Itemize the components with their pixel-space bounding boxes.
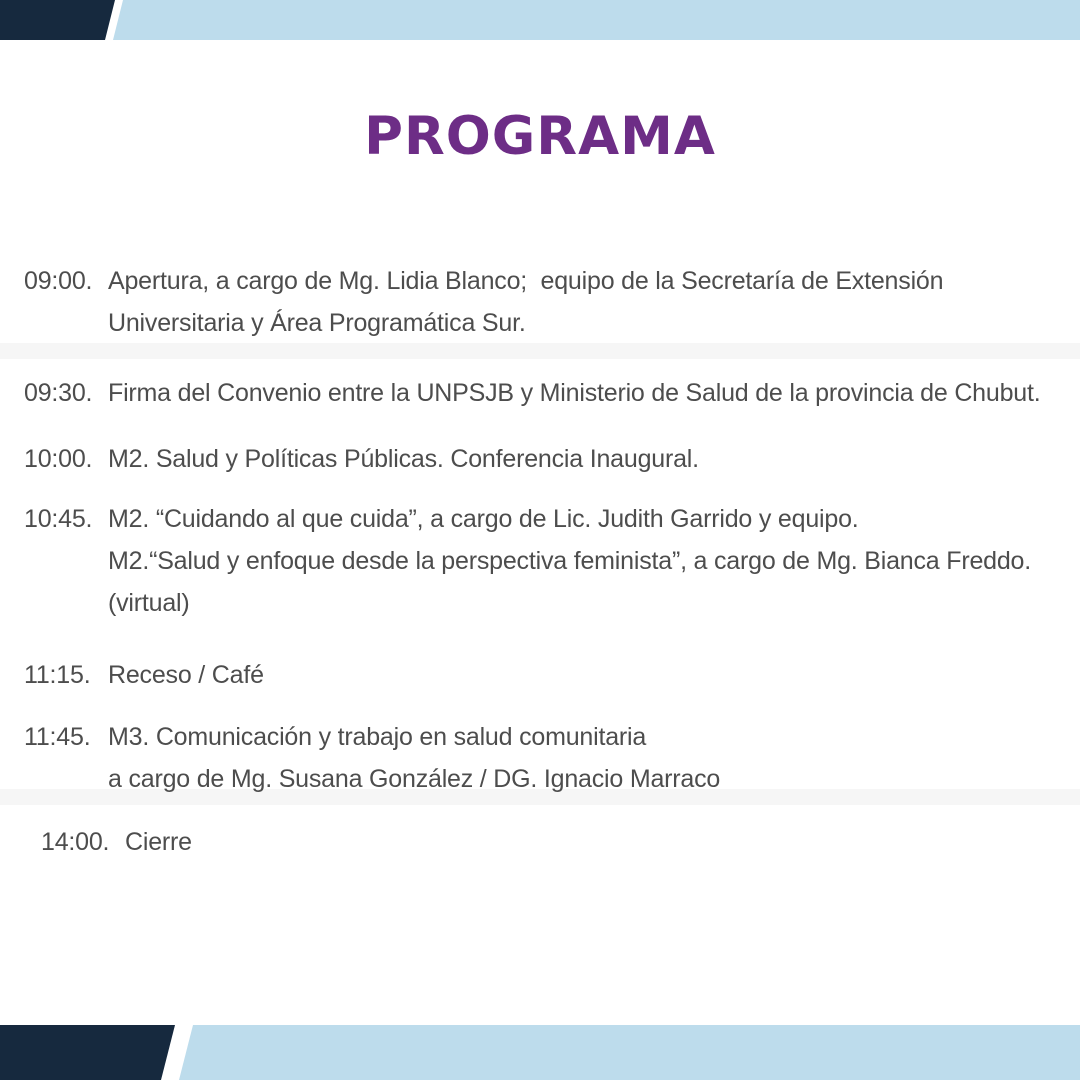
entry-text-line: Cierre — [125, 828, 192, 856]
bottom-decoration-band — [0, 1025, 1080, 1080]
entry-time: 14:00. — [41, 828, 110, 856]
entry-time: 10:45. — [24, 505, 93, 533]
entry-text-line: Apertura, a cargo de Mg. Lidia Blanco; equipo de la Secretaría de Extensión — [108, 267, 944, 295]
entry-text — [125, 821, 192, 863]
entry-text — [108, 498, 1031, 624]
page-title: PROGRAMA — [364, 106, 716, 167]
entry-text-line: Universitaria y Área Programática Sur. — [108, 309, 526, 337]
schedule-entry — [24, 654, 1080, 696]
entry-text-line: (virtual) — [108, 589, 190, 617]
top-decoration-band — [0, 0, 1080, 40]
entry-text — [108, 654, 264, 696]
schedule-entry — [24, 372, 1080, 414]
entry-time: 11:45. — [24, 723, 91, 751]
entry-text — [108, 372, 1041, 414]
entry-time: 09:30. — [24, 379, 93, 407]
entry-text-line: M2. “Cuidando al que cuida”, a cargo de Lic. Judith Garrido y equipo. — [108, 505, 859, 533]
entry-text — [108, 260, 943, 344]
top-light-blue-band — [0, 0, 1080, 40]
schedule-list — [24, 260, 1080, 863]
schedule-entry — [24, 438, 1080, 480]
entry-time: 10:00. — [24, 445, 93, 473]
schedule-entry — [24, 716, 1080, 800]
schedule-entry — [24, 260, 1080, 344]
entry-text-line: M2. Salud y Políticas Públicas. Conferencia Inaugural. — [108, 445, 699, 473]
entry-time: 11:15. — [24, 661, 91, 689]
entry-text-line: M3. Comunicación y trabajo en salud comunitaria — [108, 723, 647, 751]
entry-text-line: Firma del Convenio entre la UNPSJB y Ministerio de Salud de la provincia de Chubut. — [108, 379, 1041, 407]
schedule-entry — [41, 821, 1080, 863]
entry-text — [108, 716, 720, 800]
entry-time: 09:00. — [24, 267, 93, 295]
entry-text-line: a cargo de Mg. Susana González / DG. Ignacio Marraco — [108, 765, 721, 793]
entry-text-line: M2.“Salud y enfoque desde la perspectiva feminista”, a cargo de Mg. Bianca Freddo. — [108, 547, 1032, 575]
schedule-entry — [24, 498, 1080, 624]
entry-text — [108, 438, 699, 480]
entry-text-line: Receso / Café — [108, 661, 264, 689]
